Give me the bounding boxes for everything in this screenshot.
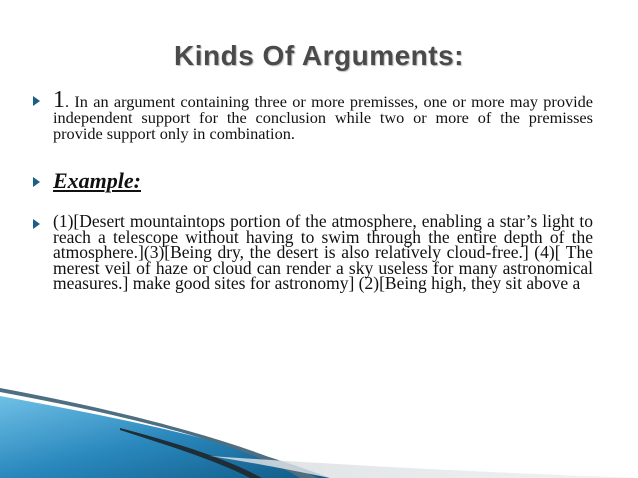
example-heading: Example: [53, 168, 141, 193]
arrow-bullet-icon [33, 177, 40, 187]
bullet-item-3 [53, 211, 593, 294]
bullet-1-number: 1 [53, 87, 65, 113]
bullet-item-2 [53, 169, 593, 193]
arrow-bullet-icon [33, 96, 40, 106]
slide-title: Kinds Of Arguments: [173, 40, 465, 71]
bullet-3-text: (1)[Desert mountaintops portion of the atmosphere, enabling a star’s light to reach a telescope without having to swim through the entire depth of the atmosphere.](3)[Being dry, the desert is also relatively cloud-free.] (4)[ The merest veil of haze or cloud can render a sky useless for many astronomical measures.] make good sites for astronomy] (2)[Being high, they sit above a [53, 211, 593, 294]
arrow-bullet-icon [33, 219, 40, 229]
bullet-1-text: . In an argument containing three or more premisses, one or more may provide independent support for the conclusion while two or more of the premisses provide support only in combination. [53, 92, 593, 143]
bullet-1-paragraph [53, 87, 593, 143]
bullet-item-1 [53, 87, 593, 143]
